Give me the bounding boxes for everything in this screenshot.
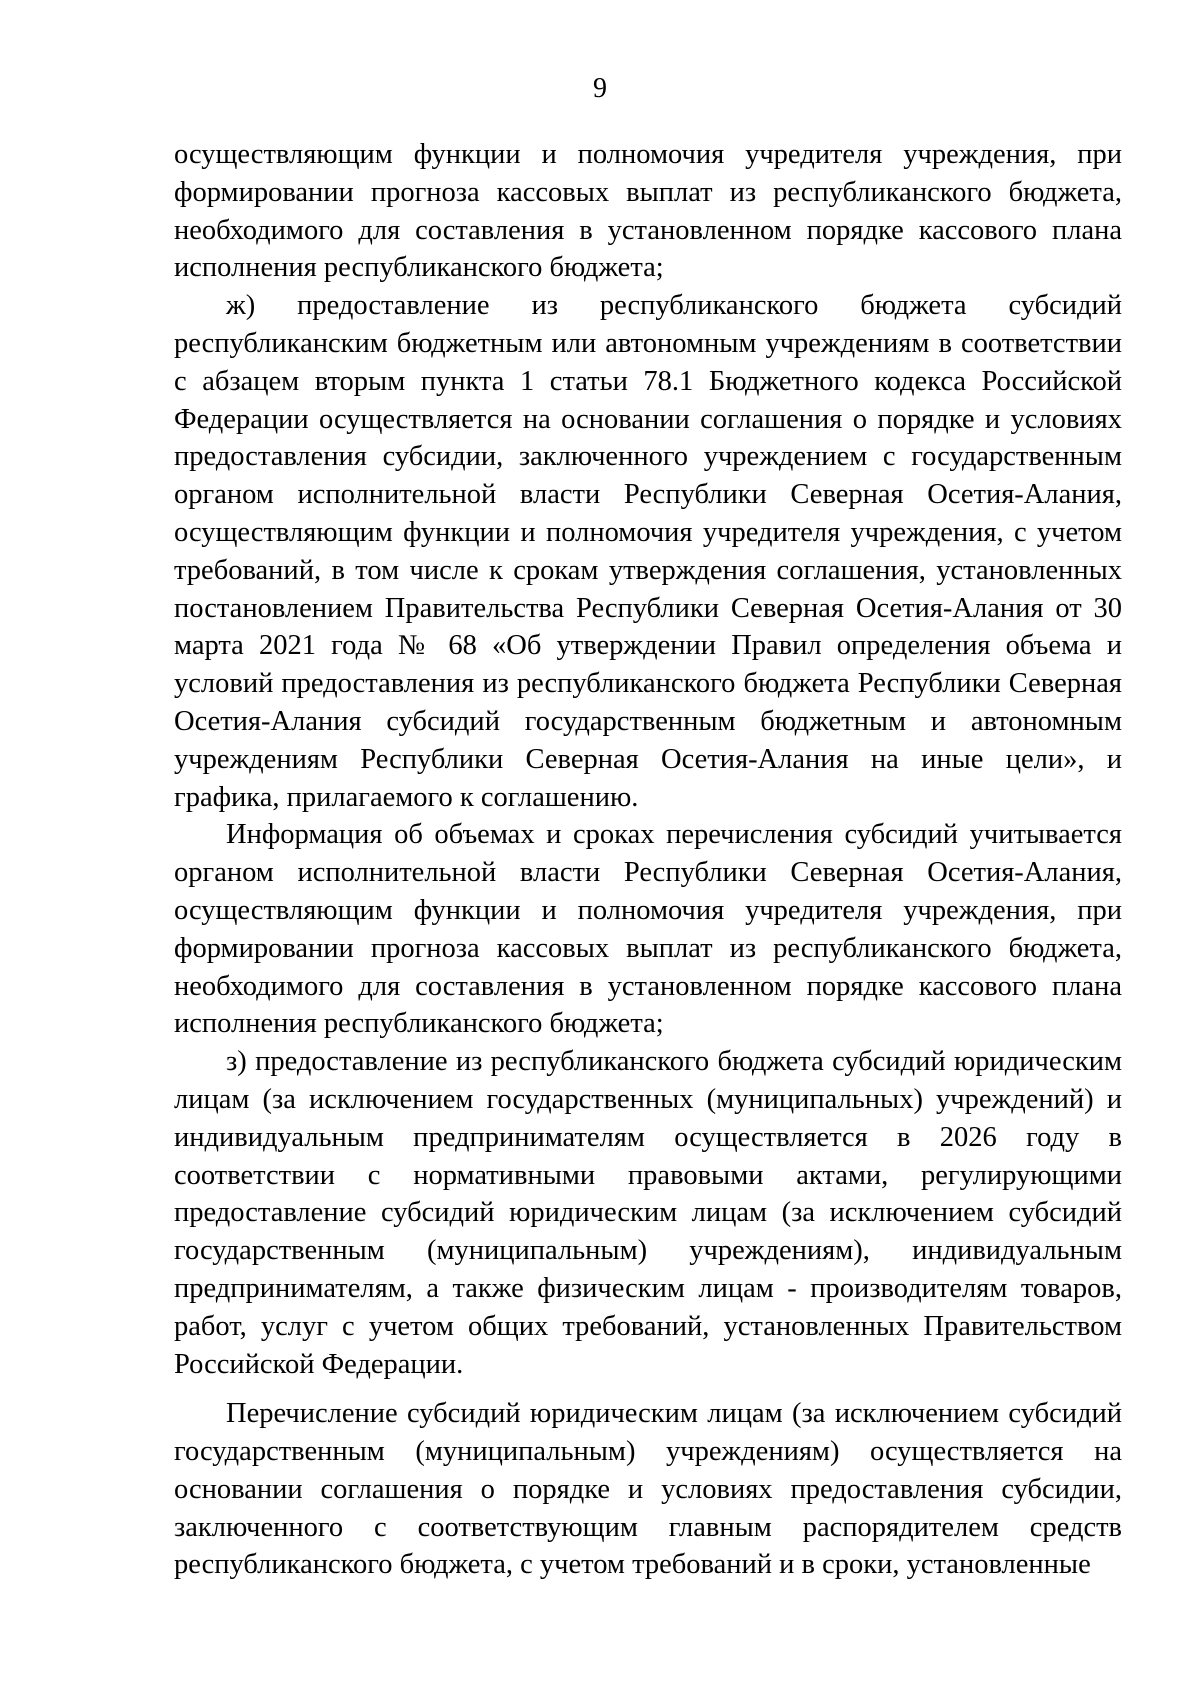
- paragraph-item-z: з) предоставление из республиканского бюджета субсидий юридическим лицам (за исключением государственных (муниципальных) учреждений) и индивидуальным предпринимателям осуществляется в 2026 году в соответствии с нормативными правовыми актами, регулирующими предоставление субсидий юридическим лицам (за исключением субсидий государственным (муниципальным) учреждениям), индивидуальным предпринимателям, а также физическим лицам - производителям товаров, работ, услуг с учетом общих требований, установленных Правительством Российской Федерации.: [174, 1046, 1122, 1380]
- document-body: [174, 136, 1122, 1584]
- paragraph-subsidy-transfer: Перечисление субсидий юридическим лицам (за исключением субсидий государственным (муниципальным) учреждениям) осуществляется на основании соглашения о порядке и условиях предоставления субсидии, заключенного с соответствующим главным распорядителем средств республиканского бюджета, с учетом требований и в сроки, установленные: [174, 1398, 1122, 1581]
- paragraph-subsidy-info: Информация об объемах и сроках перечисления субсидий учитывается органом исполнительной власти Республики Северная Осетия-Алания, осуществляющим функции и полномочия учредителя учреждения, при формировании прогноза кассовых выплат из республиканского бюджета, необходимого для составления в установленном порядке кассового плана исполнения республиканского бюджета;: [174, 819, 1122, 1040]
- paragraph-item-zh: ж) предоставление из республиканского бюджета субсидий республиканским бюджетным или автономным учреждениям в соответствии с абзацем вторым пункта 1 статьи 78.1 Бюджетного кодекса Российской Федерации осуществляется на основании соглашения о порядке и условиях предоставления субсидии, заключенного учреждением с государственным органом исполнительной власти Республики Северная Осетия-Алания, осуществляющим функции и полномочия учредителя учреждения, с учетом требований, в том числе к срокам утверждения соглашения, установленных постановлением Правительства Республики Северная Осетия-Алания от 30 марта 2021 года № 68 «Об утверждении Правил определения объема и условий предоставления из республиканского бюджета Республики Северная Осетия-Алания субсидий государственным бюджетным и автономным учреждениям Республики Северная Осетия-Алания на иные цели», и графика, прилагаемого к соглашению.: [174, 290, 1122, 813]
- page-number: 9: [593, 73, 607, 104]
- paragraph-continuation: осуществляющим функции и полномочия учредителя учреждения, при формировании прогноза кассовых выплат из республиканского бюджета, необходимого для составления в установленном порядке кассового плана исполнения республиканского бюджета;: [174, 139, 1122, 284]
